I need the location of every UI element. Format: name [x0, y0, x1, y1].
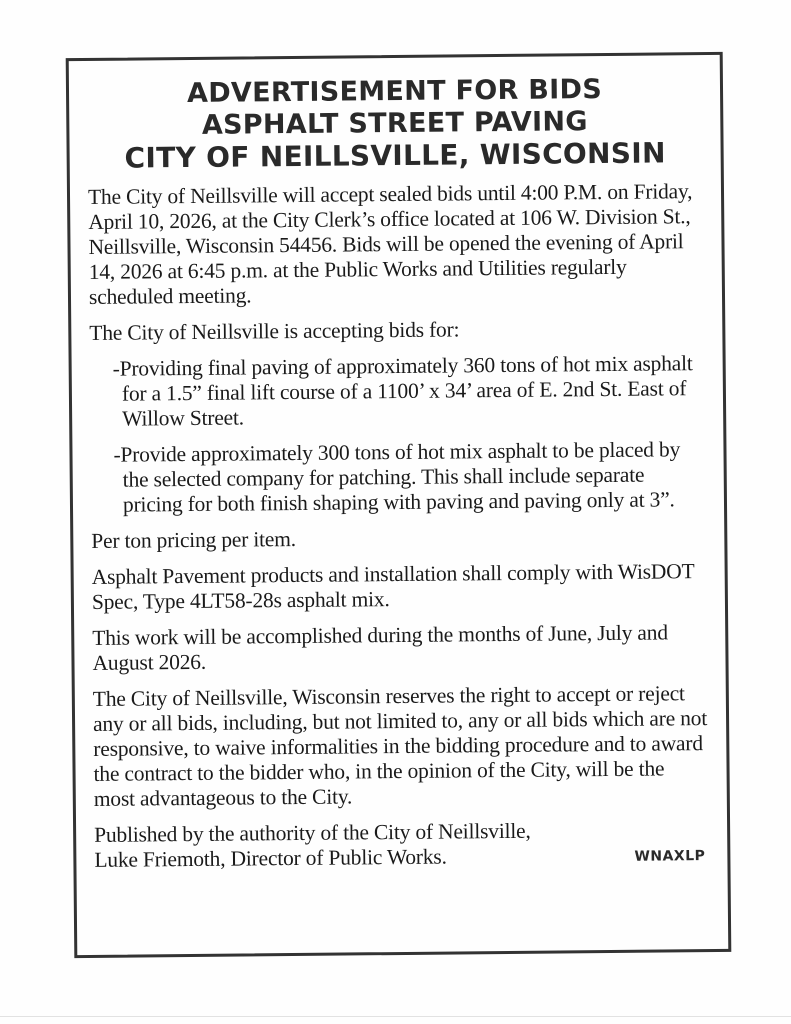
- intro-paragraph: The City of Neillsville will accept sealed bids until 4:00 P.M. on Friday, April 10, 2026, at the City Clerk’s office located at 106 W. Division St., Neillsville, Wisconsin 54456. Bids will be opened the evening of April 14, 2026 at 6:45 p.m. at the Public Works and Utilities regularly scheduled meeting.: [87, 179, 693, 309]
- notice-subtitle: ASPHALT STREET PAVING: [201, 106, 588, 141]
- bid-item-paving: -Providing final paving of approximately 360 tons of hot mix asphalt for a 1.5” final lift course of a 1100’ x 34’ area of E. 2nd St. East of Willow Street.: [112, 351, 693, 431]
- pricing-paragraph: Per ton pricing per item.: [91, 526, 297, 553]
- notice-title: ADVERTISEMENT FOR BIDS: [186, 74, 603, 110]
- publication-code: WNAXLP: [634, 848, 706, 865]
- accepting-paragraph: The City of Neillsville is accepting bids for:: [89, 317, 460, 345]
- notice-footer: [94, 817, 709, 873]
- schedule-paragraph: This work will be accomplished during the months of June, July and August 2026.: [92, 620, 668, 675]
- spec-paragraph: Asphalt Pavement products and installation shall comply with WisDOT Spec, Type 4LT58-28s asphalt mix.: [91, 559, 695, 614]
- published-line-2: Luke Friemoth, Director of Public Works.: [94, 844, 447, 872]
- bid-item-patching: -Provide approximately 300 tons of hot mix asphalt to be placed by the selected company for patching. This shall include separate pricing for both finish shaping with paving and paving only at 3”.: [113, 437, 681, 517]
- scan-edge-line: [0, 1016, 791, 1017]
- published-line-1: Published by the authority of the City of Neillsville,: [94, 818, 531, 847]
- notice-header: [87, 73, 703, 175]
- rights-paragraph: The City of Neillsville, Wisconsin reserves the right to accept or reject any or all bids, including, but not limited to, any or all bids which are not responsive, to waive informalities in the bidding procedure and to award the contract to the bidder who, in the opinion of the City, will be the most advantageous to the City.: [92, 681, 708, 811]
- notice-city: CITY OF NEILLSVILLE, WISCONSIN: [124, 136, 666, 175]
- legal-notice: [66, 52, 732, 958]
